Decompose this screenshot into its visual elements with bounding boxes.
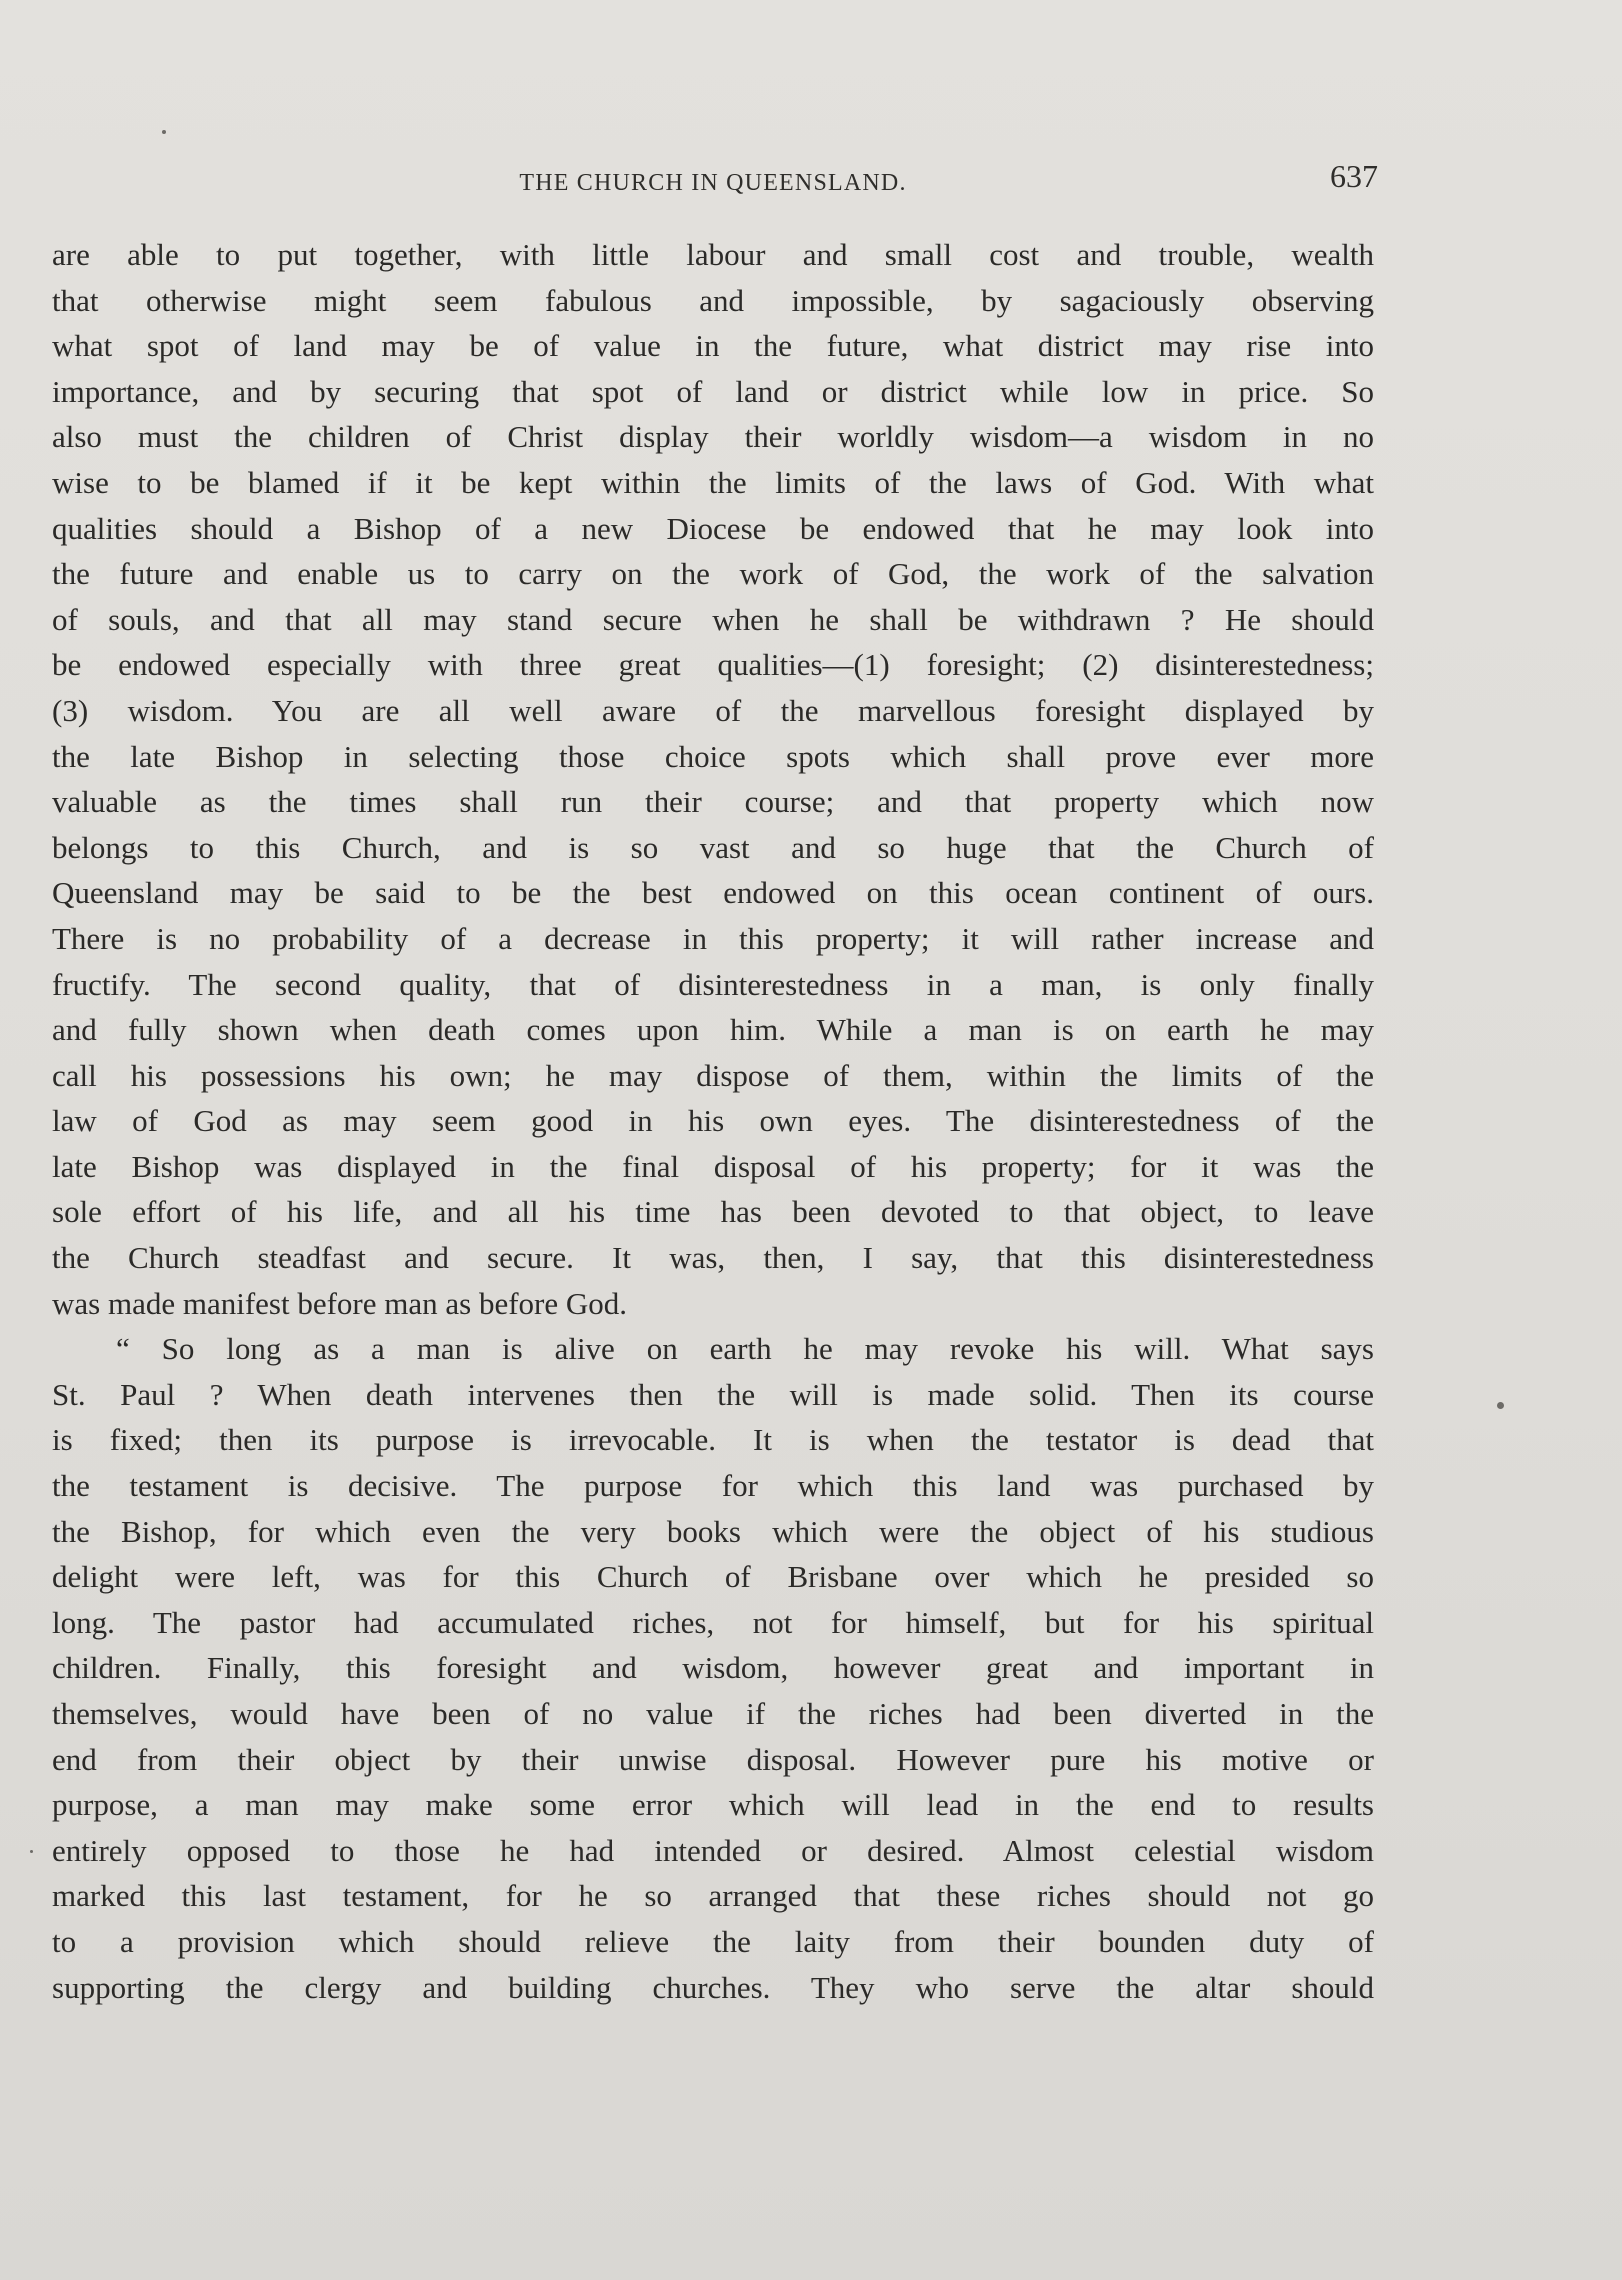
text-line: supporting the clergy and building churches. They who serve the altar should [52, 1969, 1374, 2005]
text-line: themselves, would have been of no value if the riches had been diverted in the [52, 1696, 1374, 1731]
text-line: are able to put together, with little labour and small cost and trouble, wealth [52, 237, 1374, 272]
text-line: sole effort of his life, and all his time has been devoted to that object, to leave [52, 1194, 1374, 1230]
text-line: the testament is decisive. The purpose for which this land was purchased by [52, 1468, 1374, 1504]
text-line: belongs to this Church, and is so vast and so huge that the Church of [52, 829, 1374, 865]
page-number: 637 [1330, 158, 1378, 194]
text-line: late Bishop was displayed in the final disposal of his property; for it was the [52, 1148, 1374, 1184]
text-line: to a provision which should relieve the laity from their bounden duty of [52, 1923, 1374, 1959]
paper-speck [30, 1850, 33, 1853]
text-line: importance, and by securing that spot of land or district while low in price. So [52, 373, 1374, 409]
text-line: law of God as may seem good in his own eyes. The disinterestedness of the [52, 1103, 1374, 1139]
text-line: children. Finally, this foresight and wisdom, however great and important in [52, 1650, 1374, 1686]
paper-speck [1497, 1402, 1504, 1409]
text-line: that otherwise might seem fabulous and impossible, by sagaciously observing [52, 282, 1374, 318]
text-line: There is no probability of a decrease in this property; it will rather increase and [52, 920, 1374, 956]
text-line: also must the children of Christ display their worldly wisdom—a wisdom in no [52, 419, 1374, 455]
text-line: delight were left, was for this Church of Brisbane over which he presided so [52, 1559, 1374, 1595]
text-line: long. The pastor had accumulated riches, not for himself, but for his spiritual [52, 1604, 1374, 1640]
text-line: the Bishop, for which even the very books which were the object of his studious [52, 1513, 1374, 1549]
text-line: is fixed; then its purpose is irrevocable. It is when the testator is dead that [52, 1422, 1374, 1458]
text-line: valuable as the times shall run their course; and that property which now [52, 784, 1374, 820]
text-line: purpose, a man may make some error which will lead in the end to results [52, 1787, 1374, 1823]
text-line: the future and enable us to carry on the work of God, the work of the salvation [52, 556, 1374, 592]
text-line: and fully shown when death comes upon him. While a man is on earth he may [52, 1012, 1374, 1048]
running-title: THE CHURCH IN QUEENSLAND. [519, 170, 907, 196]
text-line: call his possessions his own; he may dispose of them, within the limits of the [52, 1057, 1374, 1093]
text-line: fructify. The second quality, that of disinterestedness in a man, is only finally [52, 966, 1374, 1002]
text-line: “ So long as a man is alive on earth he may revoke his will. What says [116, 1331, 1374, 1367]
text-line: St. Paul ? When death intervenes then the will is made solid. Then its course [52, 1376, 1374, 1412]
text-line: marked this last testament, for he so arranged that these riches should not go [52, 1878, 1374, 1914]
text-line: the Church steadfast and secure. It was, then, I say, that this disinterestedness [52, 1240, 1374, 1276]
text-line: (3) wisdom. You are all well aware of the marvellous foresight displayed by [52, 692, 1374, 728]
text-line: be endowed especially with three great qualities—(1) foresight; (2) disinterestedness; [52, 647, 1374, 683]
running-head [52, 158, 1378, 206]
text-line: wise to be blamed if it be kept within the limits of the laws of God. With what [52, 464, 1374, 500]
text-line: entirely opposed to those he had intended or desired. Almost celestial wisdom [52, 1832, 1374, 1868]
text-line: was made manifest before man as before God. [52, 1285, 627, 1321]
text-line: what spot of land may be of value in the future, what district may rise into [52, 328, 1374, 364]
body-text [52, 232, 1374, 2010]
text-line: the late Bishop in selecting those choice spots which shall prove ever more [52, 738, 1374, 774]
text-line: of souls, and that all may stand secure when he shall be withdrawn ? He should [52, 601, 1374, 637]
text-line: Queensland may be said to be the best endowed on this ocean continent of ours. [52, 875, 1374, 911]
text-line: end from their object by their unwise disposal. However pure his motive or [52, 1741, 1374, 1777]
paper-speck [162, 130, 166, 134]
text-line: qualities should a Bishop of a new Diocese be endowed that he may look into [52, 510, 1374, 546]
